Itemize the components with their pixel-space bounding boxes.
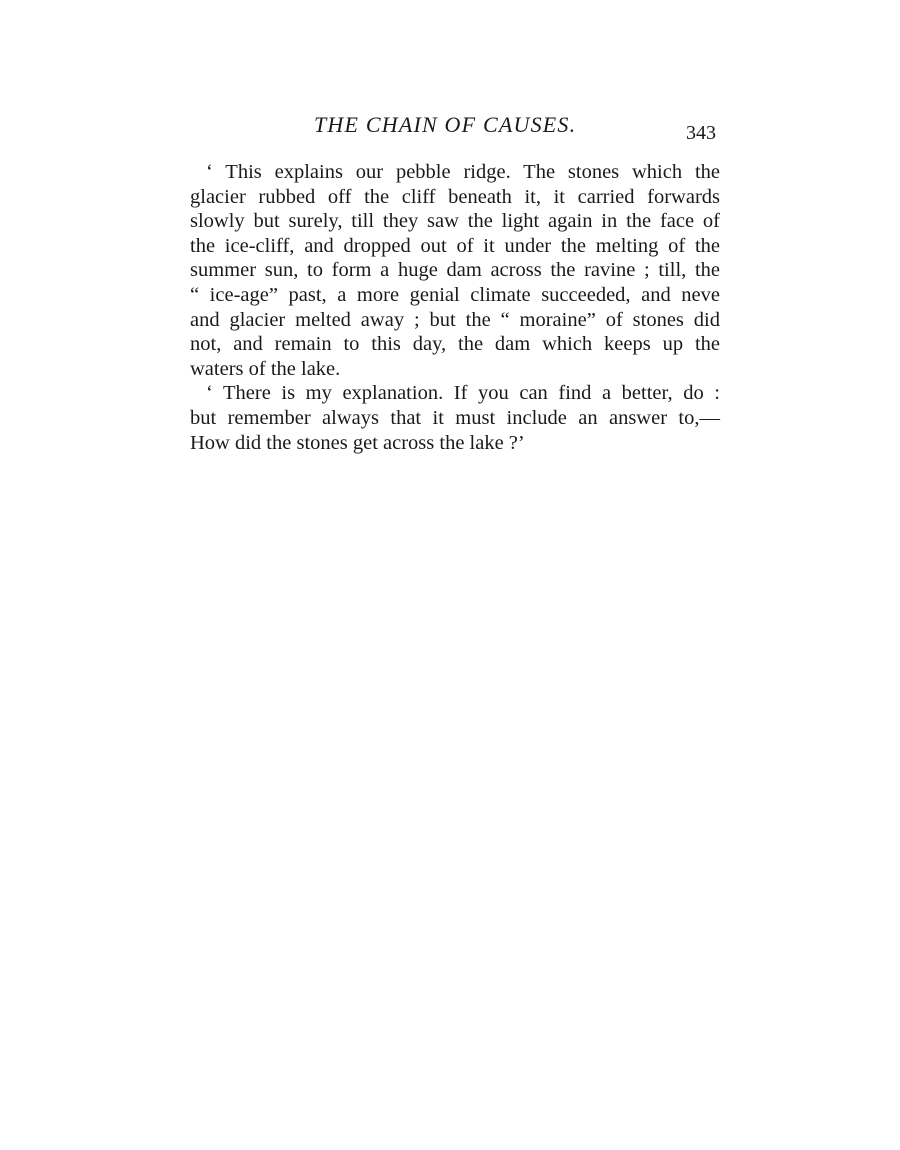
text-line: ‘ This explains our pebble ridge. The stones which the bbox=[206, 161, 720, 183]
text-line: summer sun, to form a huge dam across the ravine ; till, the bbox=[190, 259, 720, 282]
running-title: THE CHAIN OF CAUSES. bbox=[314, 112, 577, 137]
text-line: but remember always that it must include an answer to,— bbox=[190, 406, 720, 429]
page-number: 343 bbox=[686, 122, 716, 144]
text-line: not, and remain to this day, the dam which keeps up the bbox=[190, 333, 720, 356]
text-line: slowly but surely, till they saw the light again in the face of bbox=[190, 210, 720, 233]
running-head bbox=[190, 112, 720, 148]
text-line: glacier rubbed off the cliff beneath it, it carried forwards bbox=[190, 185, 720, 208]
text-line: How did the stones get across the lake ?’ bbox=[190, 431, 525, 454]
paragraph-2 bbox=[190, 381, 720, 455]
paragraph-1 bbox=[190, 160, 720, 381]
text-line: “ ice-age” past, a more genial climate succeeded, and neve bbox=[190, 283, 720, 306]
text-line: the ice-cliff, and dropped out of it under the melting of the bbox=[190, 234, 720, 257]
text-line: waters of the lake. bbox=[190, 357, 341, 380]
body-text bbox=[190, 160, 720, 455]
text-line: and glacier melted away ; but the “ moraine” of stones did bbox=[190, 308, 720, 331]
text-line: ‘ There is my explanation. If you can find a better, do : bbox=[206, 382, 720, 405]
